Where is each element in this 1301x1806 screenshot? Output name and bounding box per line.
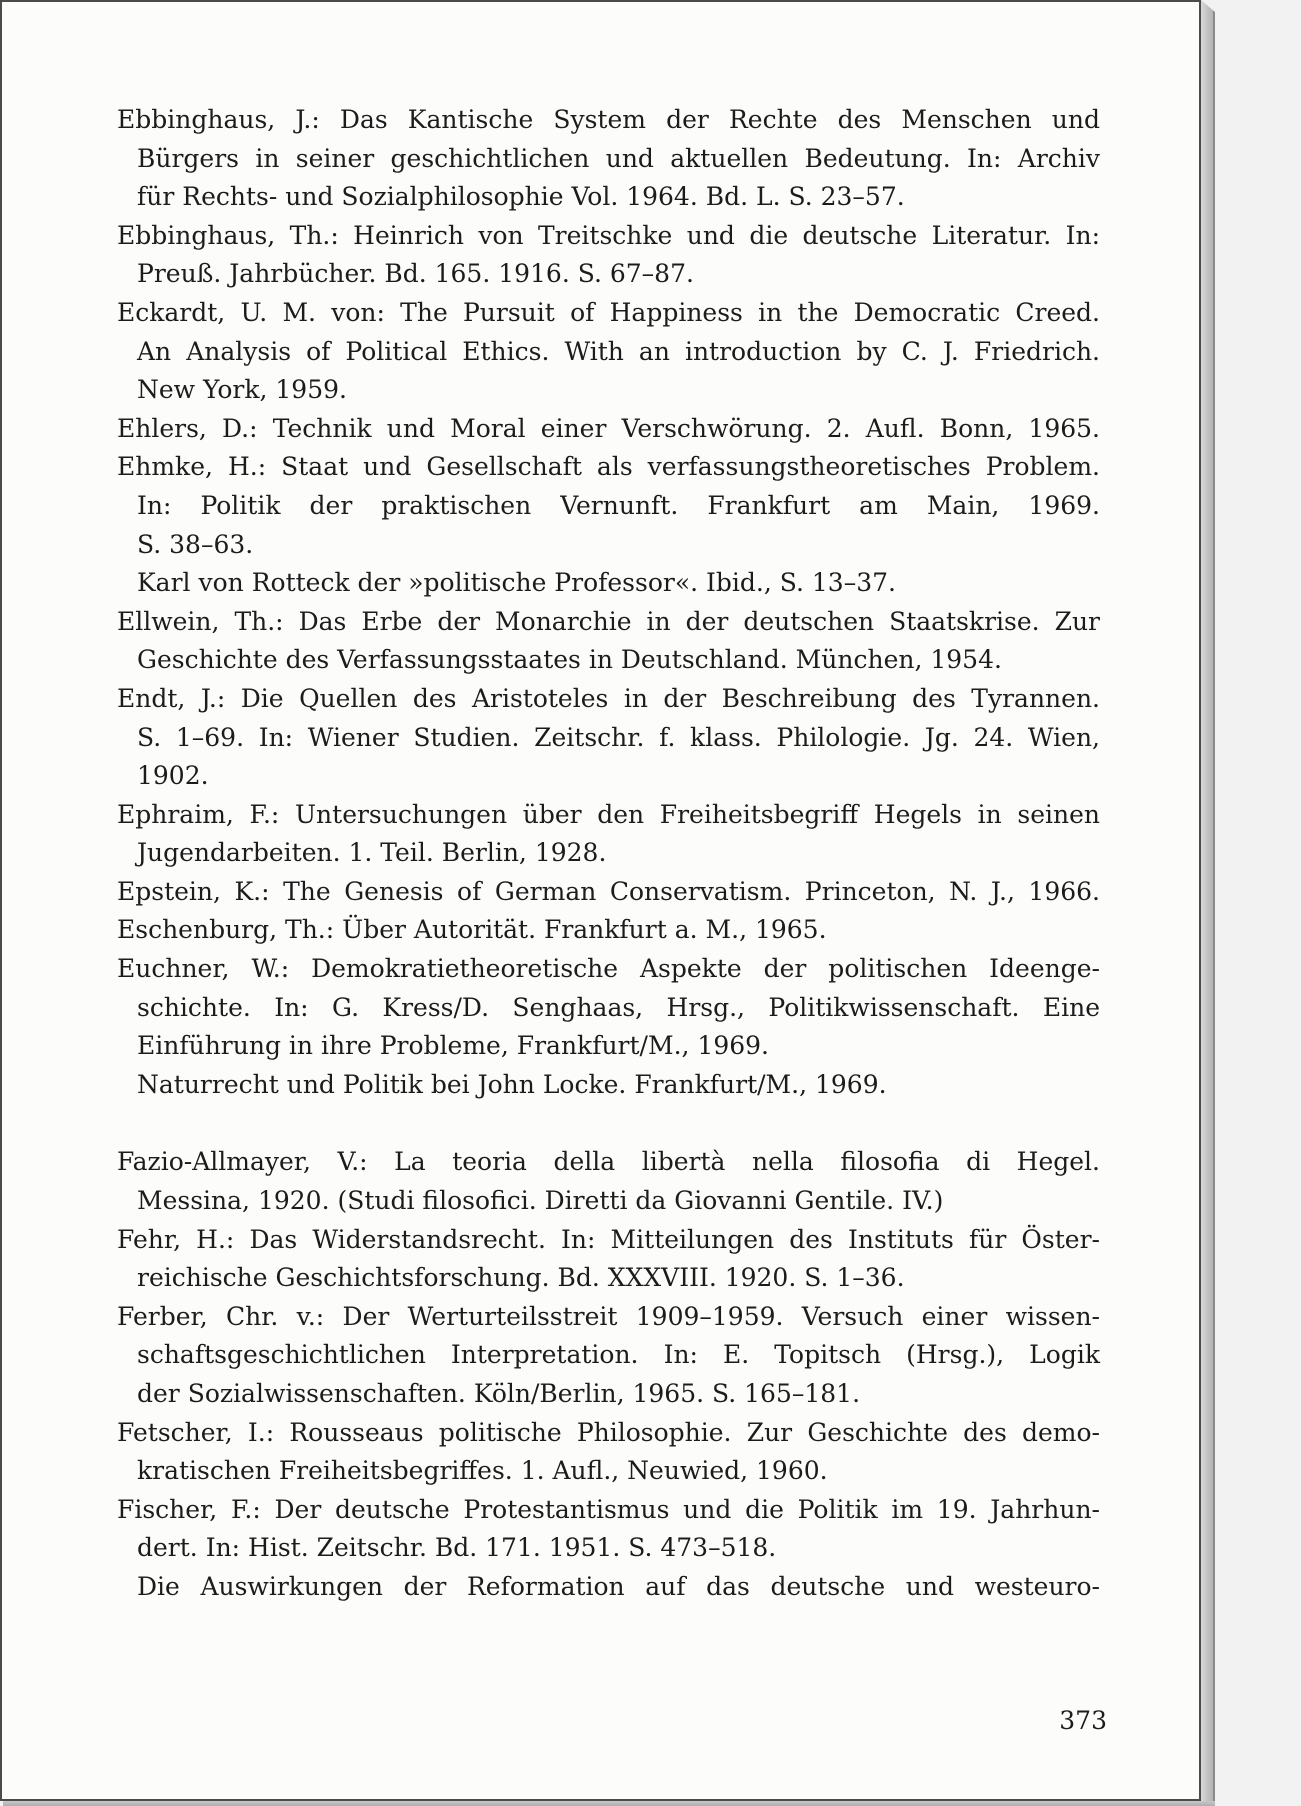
bib-line: Fetscher, I.: Rousseaus politische Philosophie. Zur Geschichte des demo- [117,1417,1100,1447]
bib-entry [117,410,1100,449]
bib-line: Ferber, Chr. v.: Der Werturteilsstreit 1909–1959. Versuch einer wissen- [117,1301,1100,1331]
bib-entry [117,603,1100,680]
bib-line: Messina, 1920. (Studi filosofici. Diretti da Giovanni Gentile. IV.) [137,1186,944,1216]
bib-line: In: Politik der praktischen Vernunft. Frankfurt am Main, 1969. [137,490,1100,520]
bib-line: Ephraim, F.: Untersuchungen über den Freiheitsbegriff Hegels in seinen [117,799,1100,829]
bib-line: Euchner, W.: Demokratietheoretische Aspekte der politischen Ideenge- [117,954,1100,984]
bib-entry [117,448,1100,564]
bib-entry [117,950,1100,1066]
bib-line: Einführung in ihre Probleme, Frankfurt/M., 1969. [137,1031,769,1061]
bib-entry [117,294,1100,410]
bib-line: Ehmke, H.: Staat und Gesellschaft als verfassungstheoretisches Problem. [117,452,1100,482]
bib-line: Ebbinghaus, J.: Das Kantische System der Rechte des Menschen und [117,105,1100,134]
bib-entry [117,564,1100,603]
bib-entry [117,1066,1100,1105]
bib-line: Geschichte des Verfassungsstaates in Deutschland. München, 1954. [137,645,1002,675]
bib-entry [117,1143,1100,1220]
bib-line: New York, 1959. [137,375,347,405]
bib-line: der Sozialwissenschaften. Köln/Berlin, 1965. S. 165–181. [137,1379,861,1408]
bib-line: kratischen Freiheitsbegriffes. 1. Aufl., Neuwied, 1960. [137,1456,828,1486]
bib-entry [117,796,1100,873]
bib-line: Fischer, F.: Der deutsche Protestantismus und die Politik im 19. Jahrhun- [117,1494,1100,1524]
bib-line: schichte. In: G. Kress/D. Senghaas, Hrsg., Politikwissenschaft. Eine [137,992,1100,1022]
bib-line: Fehr, H.: Das Widerstandsrecht. In: Mitteilungen des Instituts für Öster- [117,1224,1100,1254]
page-edge-bottom [3,1801,1215,1806]
bib-line: Ebbinghaus, Th.: Heinrich von Treitschke und die deutsche Literatur. In: [117,220,1100,250]
bib-line: reichische Geschichtsforschung. Bd. XXXVIII. 1920. S. 1–36. [137,1263,905,1293]
bib-line: Eckardt, U. M. von: The Pursuit of Happiness in the Democratic Creed. [117,297,1100,327]
bib-line: S. 1–69. In: Wiener Studien. Zeitschr. f. klass. Philologie. Jg. 24. Wien, [137,722,1100,752]
bib-entry [117,1298,1100,1414]
bib-line: Naturrecht und Politik bei John Locke. Frankfurt/M., 1969. [137,1069,887,1099]
bib-line: Bürgers in seiner geschichtlichen und aktuellen Bedeutung. In: Archiv [137,143,1100,173]
bib-entry [117,1491,1100,1568]
bib-line: Ehlers, D.: Technik und Moral einer Verschwörung. 2. Aufl. Bonn, 1965. [117,413,1100,443]
bib-line: schaftsgeschichtlichen Interpretation. In: E. Topitsch (Hrsg.), Logik [137,1340,1100,1370]
bib-entry [117,101,1100,217]
bib-entry [117,911,1100,950]
bibliography [117,101,1100,1607]
bib-line: 1902. [137,761,209,791]
bib-line: Epstein, K.: The Genesis of German Conservatism. Princeton, N. J., 1966. [117,876,1100,906]
bib-line: Jugendarbeiten. 1. Teil. Berlin, 1928. [137,838,607,868]
bib-line: Ellwein, Th.: Das Erbe der Monarchie in der deutschen Staatskrise. Zur [117,606,1100,636]
bib-entry [117,1221,1100,1298]
bib-line: für Rechts- und Sozialphilosophie Vol. 1964. Bd. L. S. 23–57. [137,182,905,212]
bib-line: An Analysis of Political Ethics. With an introduction by C. J. Friedrich. [137,336,1100,366]
bib-line: Endt, J.: Die Quellen des Aristoteles in der Beschreibung des Tyrannen. [117,683,1100,713]
bib-entry [117,217,1100,294]
bib-line: Eschenburg, Th.: Über Autorität. Frankfurt a. M., 1965. [117,915,827,945]
bib-entry [117,680,1100,796]
bib-entry [117,1568,1100,1607]
bib-line: dert. In: Hist. Zeitschr. Bd. 171. 1951. S. 473–518. [137,1533,777,1563]
bib-line: Karl von Rotteck der »politische Professor«. Ibid., S. 13–37. [137,568,896,598]
bib-line: S. 38–63. [137,529,254,559]
bib-line: Fazio-Allmayer, V.: La teoria della libertà nella filosofia di Hegel. [117,1147,1100,1177]
page-edge-right [1201,0,1215,1804]
bib-line: Die Auswirkungen der Reformation auf das deutsche und westeuro- [137,1571,1100,1601]
page-number: 373 [1059,1706,1107,1735]
bib-entry [117,873,1100,912]
bib-entry [117,1414,1100,1491]
bib-line: Preuß. Jahrbücher. Bd. 165. 1916. S. 67–87. [137,259,694,289]
